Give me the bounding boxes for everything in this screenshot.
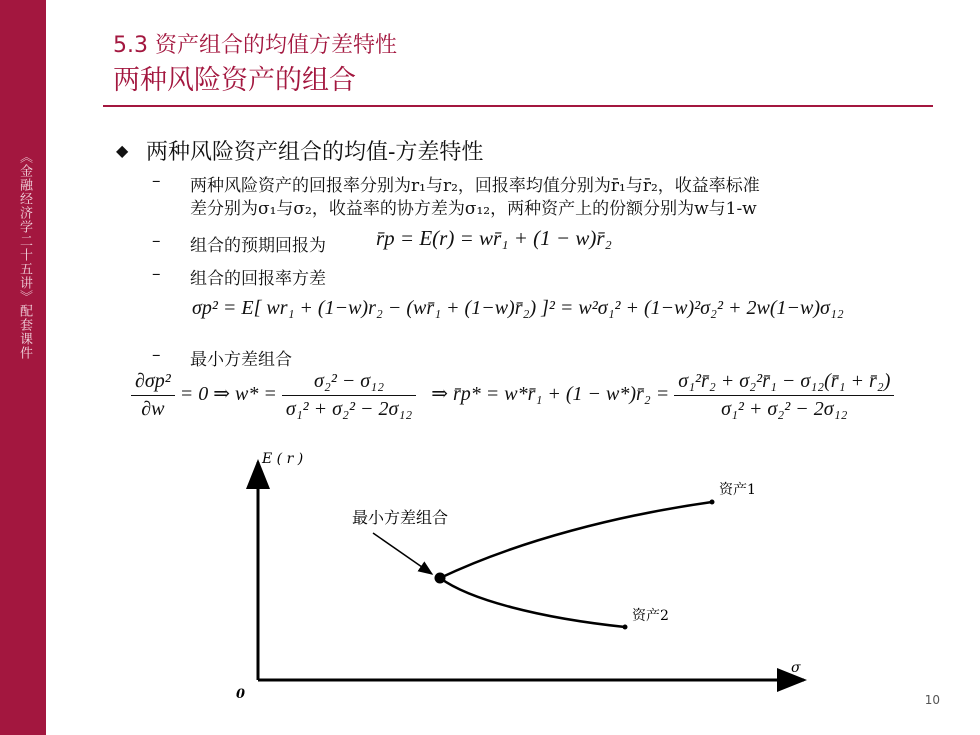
y-axis-label: E ( r )	[262, 451, 304, 467]
dash-marker: –	[152, 264, 161, 284]
min-variance-label: 最小方差组合	[352, 508, 449, 527]
item-variance-label: 组合的回报率方差	[190, 269, 326, 289]
asset2-point	[623, 625, 628, 630]
asset1-label: 资产1	[719, 482, 756, 498]
asset1-point	[710, 500, 715, 505]
diamond-bullet-icon: ◆	[116, 141, 129, 160]
page-number: 10	[924, 693, 940, 707]
dash-marker: –	[152, 171, 161, 191]
frontier-curve-lower	[440, 578, 625, 627]
page-title: 两种风险资产的组合	[113, 65, 356, 96]
item-returns-line2: 差分别为σ₁与σ₂，收益率的协方差为σ₁₂，两种资产上的份额分别为w与1-w	[190, 199, 757, 219]
x-axis-label: σ	[791, 660, 801, 676]
variance-formula: σp² = E[ wr₁ + (1−w)r₂ − (wr̄₁ + (1−w)r̄₂) ]² = w²σ₁² + (1−w)²σ₂² + 2w(1−w)σ₁₂	[192, 297, 844, 319]
item-returns-line1: 两种风险资产的回报率分别为r₁与r₂，回报率均值分别为r̄₁与r̄₂，收益率标准	[190, 176, 760, 196]
item-min-variance-label: 最小方差组合	[190, 350, 292, 370]
annotation-arrow	[373, 533, 432, 574]
asset2-label: 资产2	[632, 608, 669, 624]
item-expected-return-label: 组合的预期回报为	[190, 236, 326, 256]
dash-marker: –	[152, 345, 161, 365]
frontier-curve-upper	[440, 502, 712, 578]
optimal-weight-lhs: = 0 ⇒ w* =	[179, 383, 277, 406]
expected-return-formula: r̄p = E(r) = wr̄₁ + (1 − w)r̄₂	[376, 226, 612, 250]
min-variance-return-fraction: $\frac{\text{σ₁²r̄₂ + σ₂²r̄₁ − σ₁₂(r̄₁ + r̄₂)}}{\text{σ₁² + σ₂² − 2σ₁₂}}$	[674, 370, 894, 421]
min-variance-return-lhs: ⇒ r̄p* = w*r̄₁ + (1 − w*)r̄₂ =	[431, 383, 670, 406]
partial-derivative-fraction: $\frac{\text{∂σp²}}{\partial w}$	[131, 370, 175, 421]
bullet-heading: 两种风险资产组合的均值-方差特性	[146, 140, 484, 165]
optimal-weight-fraction: $\frac{\text{σ₂² − σ₁₂}}{\text{σ₁² + σ₂² − 2σ₁₂}}$	[282, 370, 416, 421]
dash-marker: –	[152, 231, 161, 251]
min-variance-point	[435, 573, 446, 584]
sidebar-course-title: 《金融经济学二十五讲》配套课件	[17, 150, 32, 360]
section-title: 5.3 资产组合的均值方差特性	[113, 33, 397, 58]
origin-label: 0	[236, 687, 246, 702]
